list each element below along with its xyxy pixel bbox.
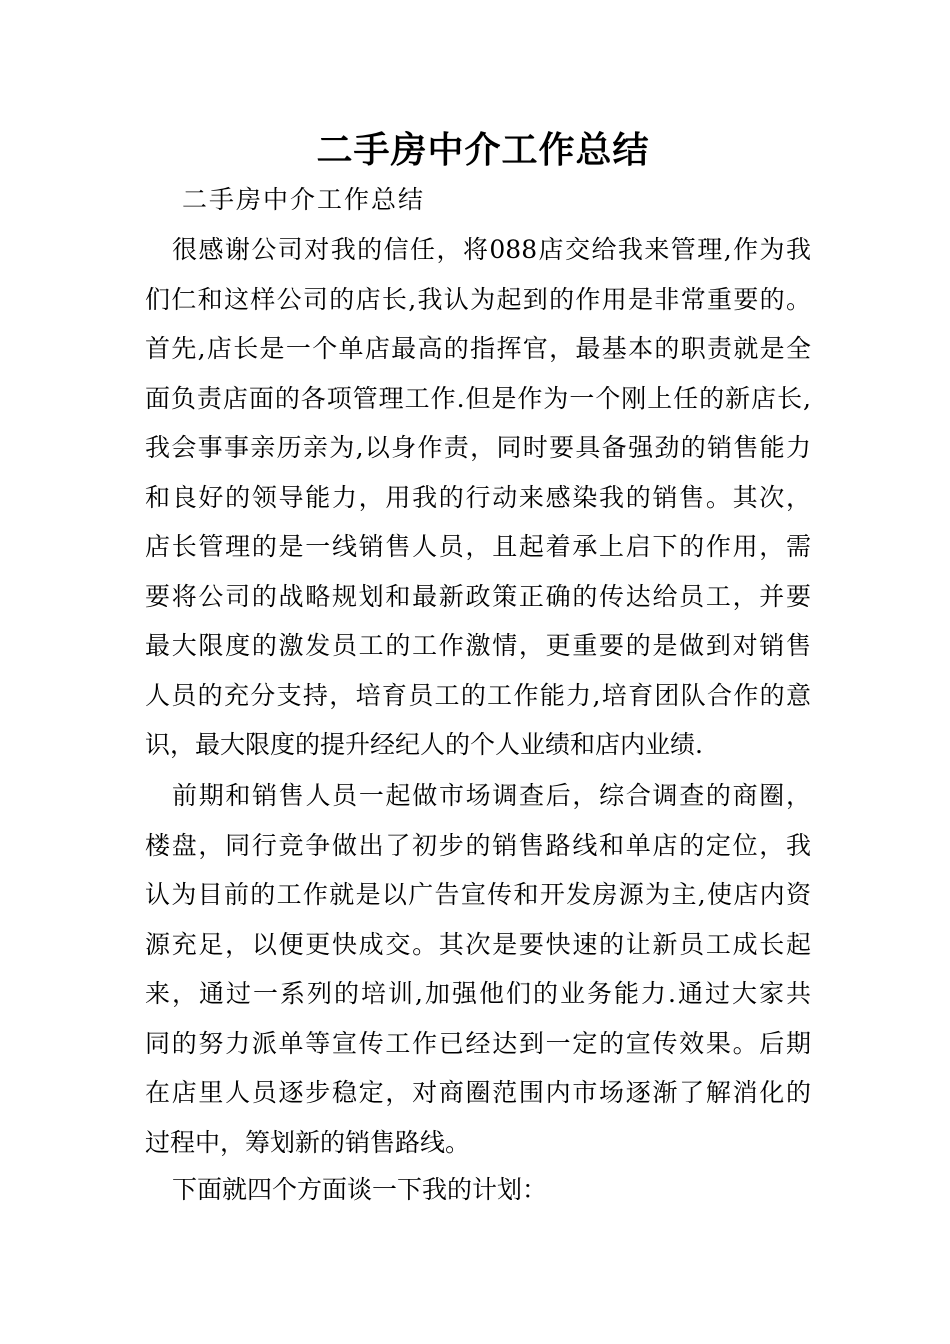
paragraph-line: 们仁和这样公司的店长,我认为起到的作用是非常重要的。 [145,284,811,314]
paragraph-line: 店长管理的是一线销售人员，且起着承上启下的作用，需 [145,532,811,561]
paragraph-line: 人员的充分支持，培育员工的工作能力,培育团队合作的意 [145,680,811,710]
paragraph-line: 要将公司的战略规划和最新政策正确的传达给员工，并要 [145,581,811,611]
paragraph-line: 来，通过一系列的培训,加强他们的业务能力.通过大家共 [145,979,811,1008]
paragraph-line: 楼盘，同行竞争做出了初步的销售路线和单店的定位，我 [145,830,811,860]
paragraph-line: 同的努力派单等宣传工作已经达到一定的宣传效果。后期 [145,1028,811,1058]
document-title: 二手房中介工作总结 [316,129,650,171]
paragraph-line: 过程中，筹划新的销售路线。 [145,1127,471,1157]
paragraph-line: 前期和销售人员一起做市场调查后，综合调查的商圈， [172,781,811,810]
paragraph-intro [145,225,811,770]
paragraph-plan-intro [145,1165,811,1215]
paragraph-line: 识，最大限度的提升经纪人的个人业绩和店内业绩. [145,730,703,759]
paragraph-early-stage [145,771,811,1167]
paragraph-line: 首先,店长是一个单店最高的指挥官，最基本的职责就是全 [145,334,811,363]
paragraph-line: 认为目前的工作就是以广告宣传和开发房源为主,使店内资 [145,880,811,909]
paragraph-line: 在店里人员逐步稳定，对商圈范围内市场逐渐了解消化的 [145,1078,811,1107]
paragraph-line: 面负责店面的各项管理工作.但是作为一个刚上任的新店长, [145,383,811,413]
paragraph-line: 我会事事亲历亲为,以身作责，同时要具备强劲的销售能力 [145,433,811,462]
paragraph-line: 很感谢公司对我的信任，将088店交给我来管理,作为我 [172,235,811,264]
paragraph-line: 下面就四个方面谈一下我的计划： [172,1175,548,1204]
paragraph-line: 最大限度的激发员工的工作激情，更重要的是做到对销售 [145,631,811,660]
document-subtitle: 二手房中介工作总结 [182,185,426,214]
paragraph-line: 源充足，以便更快成交。其次是要快速的让新员工成长起 [145,929,811,959]
paragraph-line: 和良好的领导能力，用我的行动来感染我的销售。其次， [145,482,811,512]
